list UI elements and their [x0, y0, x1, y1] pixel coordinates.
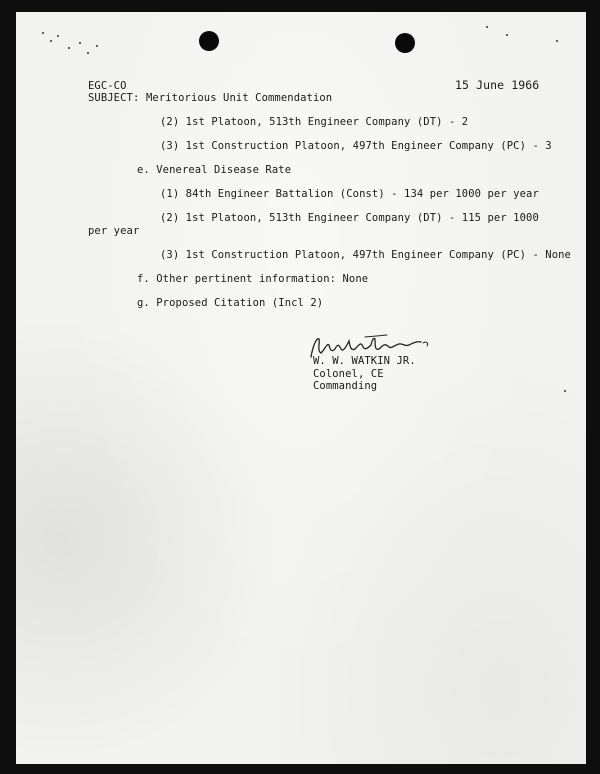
punch-hole-left — [199, 31, 219, 51]
document-date: 15 June 1966 — [455, 78, 540, 92]
speck — [79, 42, 81, 44]
signer-rank: Colonel, CE — [313, 368, 384, 380]
speck — [564, 390, 566, 392]
punch-hole-right — [395, 33, 415, 53]
subject-text: Meritorious Unit Commendation — [146, 92, 333, 104]
signer-name: W. W. WATKIN JR. — [313, 355, 416, 367]
signer-title: Commanding — [313, 380, 378, 392]
speck — [506, 34, 508, 36]
line-e-heading: e. Venereal Disease Rate — [137, 164, 292, 176]
line-e2-continued: per year — [88, 225, 140, 237]
line-d3: (3) 1st Construction Platoon, 497th Engineer Company (PC) - 3 — [160, 140, 552, 152]
speck — [68, 47, 70, 49]
speck — [96, 45, 98, 47]
speck — [57, 35, 59, 37]
office-symbol: EGC-CO — [88, 80, 127, 92]
subject-label: SUBJECT: — [88, 92, 140, 104]
line-d2: (2) 1st Platoon, 513th Engineer Company (DT) - 2 — [160, 116, 469, 128]
line-e1: (1) 84th Engineer Battalion (Const) - 134 per 1000 per year — [160, 188, 539, 200]
line-e3: (3) 1st Construction Platoon, 497th Engineer Company (PC) - None — [160, 249, 571, 261]
line-g: g. Proposed Citation (Incl 2) — [137, 297, 324, 309]
speck — [556, 40, 558, 42]
speck — [486, 26, 488, 28]
speck — [42, 32, 44, 34]
speck — [87, 52, 89, 54]
line-e2: (2) 1st Platoon, 513th Engineer Company (DT) - 115 per 1000 — [160, 212, 539, 224]
line-f: f. Other pertinent information: None — [137, 273, 369, 285]
speck — [50, 40, 52, 42]
